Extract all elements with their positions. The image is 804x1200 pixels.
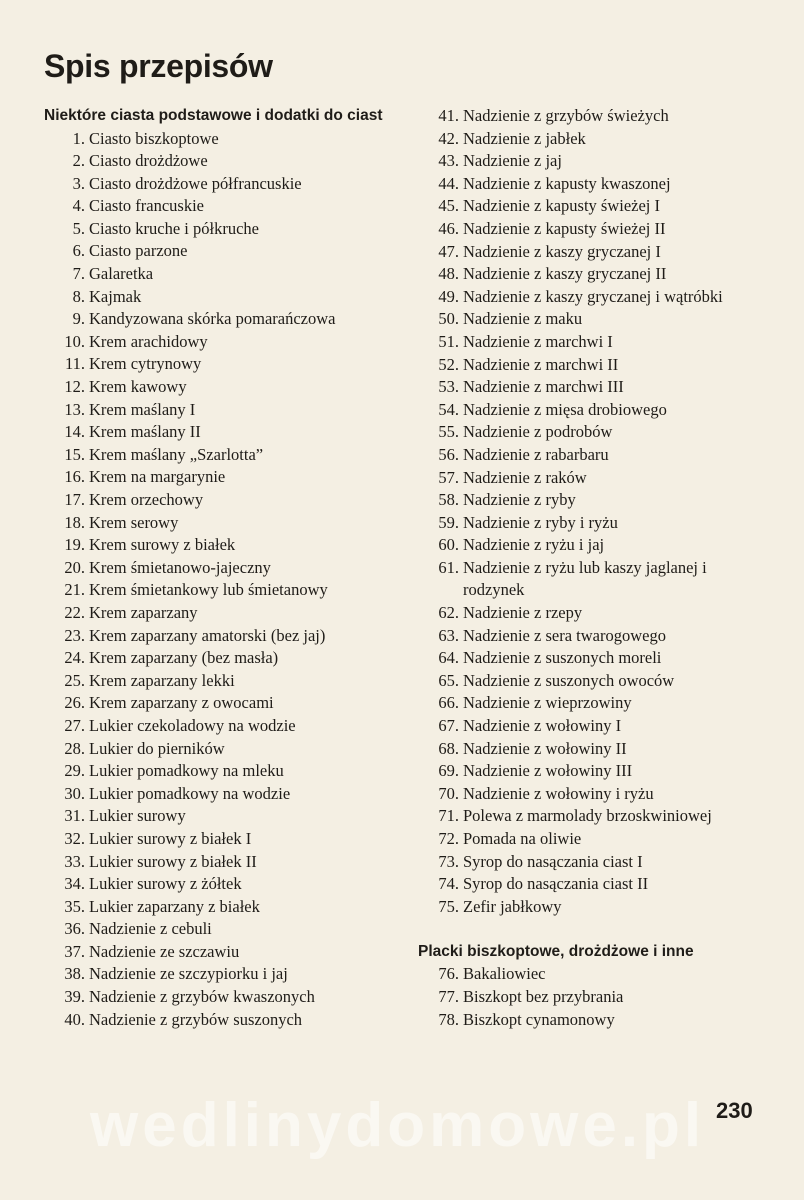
recipe-number: 24. — [64, 648, 85, 668]
recipe-number: 71. — [438, 806, 459, 826]
recipe-number: 42. — [438, 128, 459, 148]
recipe-number: 5. — [72, 218, 85, 238]
recipe-number: 19. — [64, 535, 85, 555]
recipe-title: Nadzienie z marchwi II — [463, 354, 619, 374]
recipe-number: 14. — [64, 422, 85, 442]
recipe-number: 17. — [64, 490, 85, 509]
recipe-title: Nadzienie z ryżu i jaj — [463, 535, 605, 555]
recipe-title: Nadzienie z grzybów suszonych — [89, 1009, 303, 1029]
recipe-entry — [418, 647, 764, 670]
recipe-title: Ciasto drożdżowe — [89, 151, 208, 171]
recipe-entry — [44, 647, 392, 670]
recipe-title: Lukier surowy z białek II — [89, 851, 257, 871]
recipe-title: Lukier czekoladowy na wodzie — [89, 715, 296, 735]
left-column — [44, 105, 392, 1031]
recipe-entry — [418, 851, 764, 874]
recipe-number: 63. — [438, 625, 459, 645]
recipe-entry — [44, 534, 392, 557]
recipe-title: Krem maślany „Szarlotta” — [89, 444, 264, 464]
recipe-number: 26. — [64, 693, 85, 713]
recipe-number: 64. — [438, 648, 459, 668]
recipe-number: 45. — [438, 196, 459, 216]
recipe-number: 2. — [72, 151, 85, 171]
recipe-title: Kajmak — [89, 286, 142, 306]
recipe-title: Nadzienie z kapusty kwaszonej — [463, 173, 671, 193]
recipe-title: Nadzienie z wołowiny II — [463, 738, 627, 758]
recipe-number: 75. — [438, 896, 459, 916]
section-heading: Niektóre ciasta podstawowe i dodatki do ciast — [44, 107, 383, 124]
recipe-title: Nadzienie z mięsa drobiowego — [463, 399, 667, 419]
recipe-title: Krem surowy z białek — [89, 535, 236, 555]
recipe-number: 74. — [438, 874, 459, 894]
recipe-title: Krem zaparzany lekki — [89, 670, 235, 690]
recipe-number: 16. — [64, 467, 85, 487]
recipe-entry — [44, 941, 392, 964]
recipe-title: Ciasto francuskie — [89, 196, 205, 216]
recipe-list — [44, 128, 392, 1032]
recipe-title: Bakaliowiec — [463, 964, 546, 984]
recipe-entry — [418, 354, 764, 377]
recipe-title: Lukier surowy z żółtek — [89, 874, 242, 894]
recipe-number: 55. — [438, 422, 459, 442]
recipe-entry — [418, 670, 764, 693]
recipe-entry — [44, 218, 392, 241]
recipe-entry — [44, 692, 392, 715]
recipe-title: Nadzienie z wołowiny i ryżu — [463, 783, 654, 803]
recipe-number: 40. — [64, 1009, 85, 1029]
recipe-entry — [418, 308, 764, 331]
recipe-entry — [44, 263, 392, 286]
recipe-number: 49. — [438, 286, 459, 306]
recipe-entry — [418, 760, 764, 783]
recipe-number: 30. — [64, 783, 85, 803]
recipe-entry — [44, 331, 392, 354]
recipe-title: Nadzienie z maku — [463, 309, 583, 329]
recipe-entry — [418, 421, 764, 444]
recipe-number: 25. — [64, 670, 85, 690]
recipe-title: Nadzienie z kaszy gryczanej II — [463, 264, 667, 284]
recipe-entry — [418, 444, 764, 467]
recipe-number: 72. — [438, 829, 459, 848]
recipe-title: Krem zaparzany z owocami — [89, 693, 274, 713]
recipe-entry — [44, 760, 392, 783]
recipe-entry — [44, 376, 392, 399]
recipe-title: Nadzienie z wołowiny III — [463, 761, 633, 781]
recipe-entry — [44, 918, 392, 941]
recipe-entry — [44, 466, 392, 489]
recipe-title: Krem zaparzany (bez masła) — [89, 648, 279, 668]
recipe-number: 38. — [64, 964, 85, 984]
recipe-entry — [418, 331, 764, 354]
recipe-title: Syrop do nasączania ciast II — [463, 874, 649, 894]
recipe-title: Krem zaparzany amatorski (bez jaj) — [89, 625, 326, 645]
recipe-number: 8. — [72, 286, 85, 306]
recipe-title: Krem zaparzany — [89, 602, 198, 622]
recipe-entry — [418, 625, 764, 648]
recipe-number: 28. — [64, 738, 85, 758]
recipe-title: Nadzienie ze szczypiorku i jaj — [89, 964, 288, 984]
recipe-title: Nadzienie z raków — [463, 467, 587, 487]
recipe-title: Ciasto kruche i półkruche — [89, 218, 259, 238]
recipe-entry — [44, 286, 392, 309]
section-spacer — [418, 918, 764, 941]
recipe-title: Pomada na oliwie — [463, 829, 582, 848]
recipe-title: Nadzienie z wieprzowiny — [463, 693, 632, 713]
recipe-title: Ciasto biszkoptowe — [89, 128, 219, 148]
recipe-title: Nadzienie z kapusty świeżej I — [463, 196, 661, 216]
recipe-title: Nadzienie z rabarbaru — [463, 444, 609, 464]
recipe-number: 48. — [438, 264, 459, 284]
recipe-entry — [44, 489, 392, 512]
recipe-entry — [418, 738, 764, 761]
recipe-title: Nadzienie z ryby i ryżu — [463, 512, 618, 532]
recipe-entry — [44, 783, 392, 806]
recipe-entry — [44, 421, 392, 444]
recipe-entry — [418, 986, 764, 1009]
recipe-entry — [44, 173, 392, 196]
recipe-number: 59. — [438, 512, 459, 532]
page-number: 230 — [716, 1098, 753, 1123]
recipe-number: 62. — [438, 603, 459, 623]
recipe-title: Krem śmietankowy lub śmietanowy — [89, 580, 328, 600]
recipe-title: Krem śmietanowo-jajeczny — [89, 557, 271, 577]
recipe-entry — [418, 489, 764, 512]
right-column — [418, 105, 764, 1031]
recipe-entry — [418, 150, 764, 173]
recipe-title: Nadzienie z sera twarogowego — [463, 625, 666, 645]
recipe-number: 43. — [438, 151, 459, 171]
recipe-title: Nadzienie z marchwi I — [463, 331, 613, 351]
recipe-title: Nadzienie z podrobów — [463, 422, 613, 442]
recipe-title: Biszkopt cynamonowy — [463, 1009, 615, 1029]
recipe-number: 32. — [64, 828, 85, 848]
recipe-title: Lukier do pierników — [89, 738, 225, 758]
recipe-number: 56. — [438, 444, 459, 464]
recipe-number: 78. — [438, 1009, 459, 1029]
recipe-entry — [418, 534, 764, 557]
recipe-title: Zefir jabłkowy — [463, 896, 562, 916]
recipe-title: Nadzienie z ryżu lub kaszy jaglanej i rodzynek — [463, 557, 707, 600]
recipe-entry — [44, 602, 392, 625]
watermark: wedlinydomowe.pl — [90, 1091, 706, 1160]
recipe-number: 41. — [438, 106, 459, 125]
recipe-number: 47. — [438, 241, 459, 261]
recipe-number: 54. — [438, 399, 459, 419]
recipe-title: Nadzienie z rzepy — [463, 603, 583, 623]
recipe-entry — [418, 128, 764, 151]
recipe-entry — [418, 692, 764, 715]
recipe-number: 65. — [438, 670, 459, 690]
recipe-entry — [418, 241, 764, 264]
recipe-entry — [418, 896, 764, 919]
recipe-number: 37. — [64, 941, 85, 961]
recipe-title: Lukier pomadkowy na mleku — [89, 761, 284, 781]
recipe-entry — [418, 399, 764, 422]
recipe-entry — [44, 240, 392, 263]
recipe-title: Nadzienie ze szczawiu — [89, 941, 240, 961]
recipe-number: 10. — [64, 331, 85, 351]
recipe-entry — [44, 399, 392, 422]
recipe-title: Ciasto parzone — [89, 241, 188, 261]
recipe-number: 7. — [72, 264, 85, 284]
recipe-entry — [44, 851, 392, 874]
recipe-entry — [44, 579, 392, 602]
recipe-title: Lukier zaparzany z białek — [89, 896, 260, 916]
recipe-title: Krem serowy — [89, 512, 179, 532]
recipe-title: Lukier pomadkowy na wodzie — [89, 783, 291, 803]
recipe-entry — [418, 783, 764, 806]
recipe-entry — [44, 512, 392, 535]
recipe-entry — [44, 557, 392, 580]
recipe-number: 31. — [64, 806, 85, 826]
recipe-title: Nadzienie z cebuli — [89, 919, 212, 939]
recipe-number: 44. — [438, 173, 459, 193]
recipe-entry — [418, 105, 764, 128]
recipe-title: Biszkopt bez przybrania — [463, 987, 624, 1007]
recipe-title: Nadzienie z jabłek — [463, 128, 586, 148]
recipe-number: 39. — [64, 987, 85, 1007]
recipe-number: 29. — [64, 761, 85, 781]
recipe-number: 46. — [438, 218, 459, 238]
recipe-entry — [44, 195, 392, 218]
recipe-title: Nadzienie z jaj — [463, 151, 562, 171]
recipe-entry — [44, 444, 392, 467]
recipe-title: Ciasto drożdżowe półfrancuskie — [89, 173, 302, 193]
recipe-entry — [44, 353, 392, 376]
recipe-number: 35. — [64, 896, 85, 916]
recipe-entry — [418, 602, 764, 625]
recipe-title: Nadzienie z kaszy gryczanej i wątróbki — [463, 286, 723, 306]
recipe-entry — [418, 173, 764, 196]
page-title: Spis przepisów — [44, 48, 273, 84]
recipe-entry — [44, 715, 392, 738]
recipe-number: 58. — [438, 490, 459, 510]
recipe-number: 33. — [64, 851, 85, 871]
recipe-title: Nadzienie z grzybów świeżych — [463, 106, 669, 125]
recipe-entry — [418, 263, 764, 286]
section-heading: Placki biszkoptowe, drożdżowe i inne — [418, 942, 694, 960]
recipe-entry — [44, 308, 392, 331]
recipe-number: 13. — [64, 399, 85, 419]
recipe-number: 15. — [64, 444, 85, 464]
recipe-title: Krem arachidowy — [89, 331, 208, 351]
recipe-number: 77. — [438, 987, 459, 1007]
recipe-entry — [418, 376, 764, 399]
recipe-entry — [418, 805, 764, 828]
recipe-title: Nadzienie z suszonych owoców — [463, 670, 675, 690]
recipe-list — [418, 105, 764, 918]
recipe-number: 50. — [438, 309, 459, 329]
recipe-list — [418, 963, 764, 1031]
recipe-number: 4. — [72, 196, 85, 216]
recipe-number: 70. — [438, 783, 459, 803]
recipe-entry — [418, 828, 764, 851]
recipe-title: Nadzienie z wołowiny I — [463, 716, 622, 736]
recipe-entry — [418, 218, 764, 241]
recipe-number: 76. — [438, 964, 459, 984]
recipe-entry — [44, 805, 392, 828]
recipe-entry — [44, 986, 392, 1009]
recipe-number: 22. — [64, 602, 85, 622]
recipe-title: Polewa z marmolady brzoskwiniowej — [463, 806, 712, 826]
recipe-entry — [44, 963, 392, 986]
recipe-entry — [44, 828, 392, 851]
recipe-entry — [44, 738, 392, 761]
recipe-number: 73. — [438, 851, 459, 871]
recipe-number: 52. — [438, 354, 459, 374]
recipe-entry — [418, 557, 764, 602]
recipe-title: Nadzienie z grzybów kwaszonych — [89, 987, 315, 1007]
recipe-number: 51. — [438, 331, 459, 351]
recipe-number: 69. — [438, 761, 459, 781]
recipe-title: Krem maślany II — [89, 422, 201, 442]
recipe-entry — [44, 150, 392, 173]
recipe-title: Krem orzechowy — [89, 490, 204, 509]
recipe-number: 21. — [64, 580, 85, 600]
recipe-number: 12. — [64, 377, 85, 397]
recipe-number: 6. — [72, 241, 85, 261]
recipe-entry — [44, 896, 392, 919]
recipe-entry — [44, 625, 392, 648]
recipe-entry — [44, 873, 392, 896]
recipe-title: Krem cytrynowy — [89, 354, 202, 374]
recipe-entry — [418, 195, 764, 218]
recipe-title: Syrop do nasączania ciast I — [463, 851, 643, 871]
recipe-number: 27. — [64, 715, 85, 735]
recipe-number: 20. — [64, 557, 85, 577]
recipe-title: Krem kawowy — [89, 377, 187, 397]
recipe-number: 23. — [64, 625, 85, 645]
recipe-title: Krem na margarynie — [89, 467, 226, 487]
recipe-number: 1. — [72, 128, 85, 148]
recipe-entry — [418, 467, 764, 490]
recipe-title: Nadzienie z kaszy gryczanej I — [463, 241, 661, 261]
recipe-entry — [418, 963, 764, 986]
recipe-title: Lukier surowy — [89, 806, 186, 826]
recipe-title: Nadzienie z kapusty świeżej II — [463, 218, 666, 238]
recipe-number: 18. — [64, 512, 85, 532]
recipe-entry — [418, 286, 764, 309]
recipe-entry — [44, 1009, 392, 1032]
recipe-title: Krem maślany I — [89, 399, 196, 419]
recipe-number: 36. — [64, 919, 85, 939]
recipe-title: Nadzienie z suszonych moreli — [463, 648, 662, 668]
recipe-number: 34. — [64, 874, 85, 894]
recipe-number: 66. — [438, 693, 459, 713]
recipe-title: Nadzienie z ryby — [463, 490, 576, 510]
recipe-entry — [44, 128, 392, 151]
recipe-number: 60. — [438, 535, 459, 555]
recipe-entry — [44, 670, 392, 693]
recipe-number: 11. — [64, 354, 85, 374]
recipe-number: 67. — [438, 716, 459, 736]
recipe-entry — [418, 873, 764, 896]
recipe-number: 53. — [438, 377, 459, 397]
recipe-entry — [418, 512, 764, 535]
recipe-title: Galaretka — [89, 264, 154, 284]
recipe-title: Lukier surowy z białek I — [89, 828, 252, 848]
recipe-title: Kandyzowana skórka pomarańczowa — [89, 309, 336, 329]
recipe-number: 68. — [438, 738, 459, 758]
recipe-number: 61. — [438, 557, 459, 577]
recipe-title: Nadzienie z marchwi III — [463, 377, 624, 397]
recipe-number: 9. — [72, 309, 85, 329]
recipe-number: 3. — [72, 173, 85, 193]
recipe-number: 57. — [438, 467, 459, 487]
recipe-entry — [418, 715, 764, 738]
recipe-entry — [418, 1009, 764, 1032]
